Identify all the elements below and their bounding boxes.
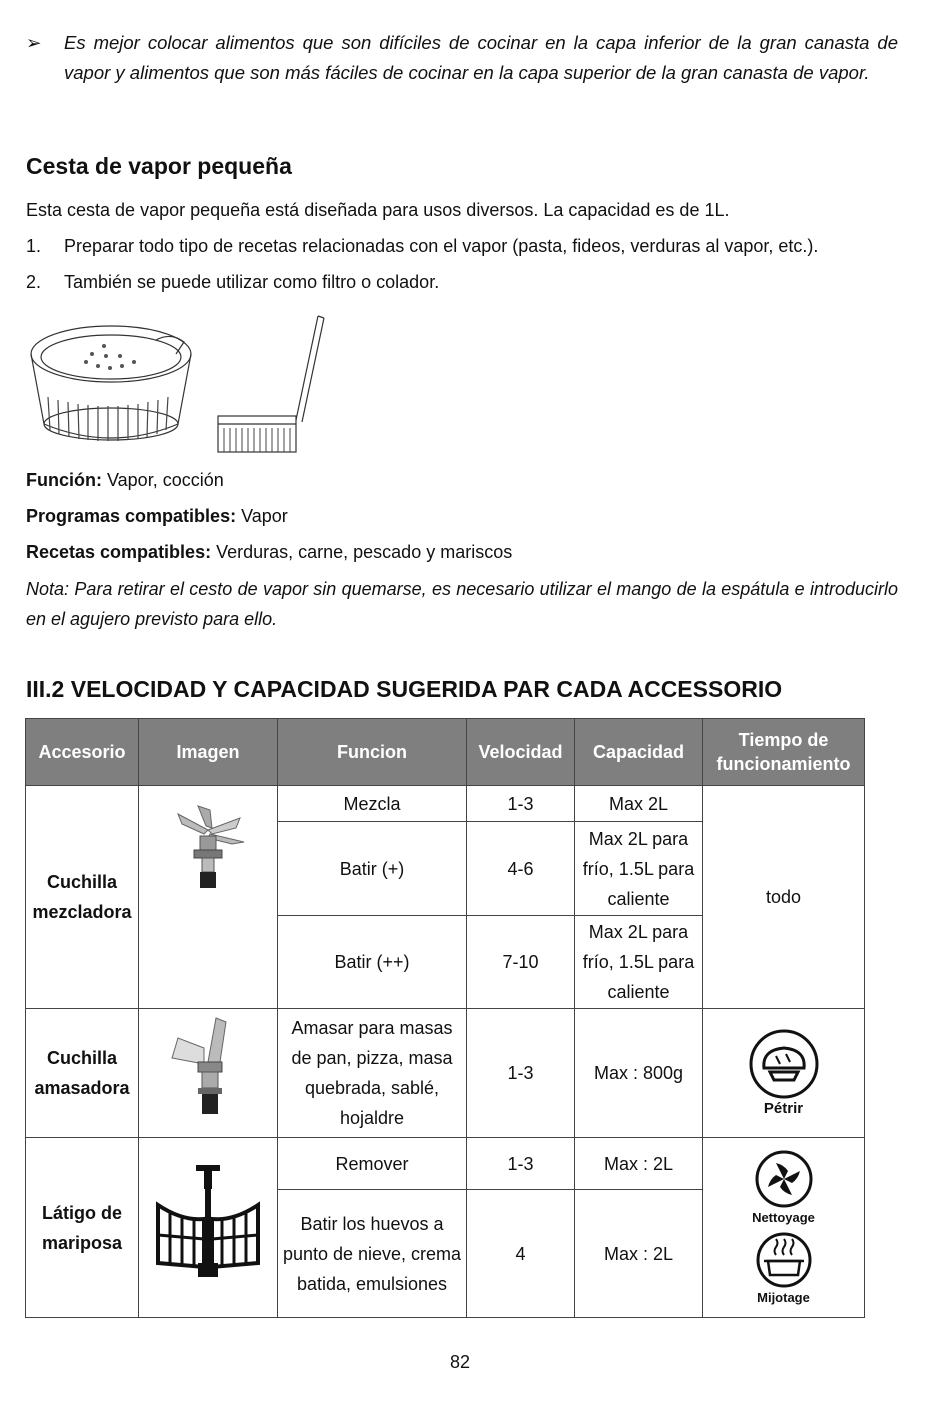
funcion-cell: Mezcla xyxy=(278,786,467,822)
table-row xyxy=(26,1138,865,1190)
butterfly-whisk-image xyxy=(139,1138,278,1318)
page-number: 82 xyxy=(449,1352,471,1372)
velocidad-cell: 1-3 xyxy=(467,1009,575,1138)
header-imagen: Imagen xyxy=(139,719,278,786)
bread-icon xyxy=(748,1028,820,1100)
capacidad-cell: Max : 2L xyxy=(575,1138,703,1190)
capacidad-cell: Max 2L para frío, 1.5L para caliente xyxy=(575,822,703,916)
mixing-blade-image xyxy=(139,786,278,1009)
table-row xyxy=(26,1009,865,1138)
kneading-blade-image xyxy=(139,1009,278,1138)
header-tiempo: Tiempo de funcionamiento xyxy=(703,719,865,786)
accessory-name: Cuchilla amasadora xyxy=(26,1009,139,1138)
mijotage-icon xyxy=(754,1231,814,1289)
velocidad-cell: 4 xyxy=(467,1190,575,1318)
header-accesorio: Accesorio xyxy=(26,719,139,786)
accessory-name: Cuchilla mezcladora xyxy=(26,786,139,1009)
recetas-value: Verduras, carne, pescado y mariscos xyxy=(211,542,513,562)
accessory-table xyxy=(25,718,865,1318)
capacidad-cell: Max 2L xyxy=(575,786,703,822)
nettoyage-icon xyxy=(754,1149,814,1209)
list-item xyxy=(26,270,439,294)
steam-basket-illustration xyxy=(26,312,346,462)
velocidad-cell: 1-3 xyxy=(467,786,575,822)
programas-label: Programas compatibles: xyxy=(26,506,237,526)
petrir-label: Pétrir xyxy=(763,1100,804,1117)
list-number: 1. xyxy=(26,236,42,256)
nettoyage-label: Nettoyage xyxy=(752,1209,815,1225)
mixing-blade-icon xyxy=(158,800,258,900)
programas-line xyxy=(26,504,288,528)
header-capacidad: Capacidad xyxy=(575,719,703,786)
section-title: Cesta de vapor pequeña xyxy=(26,153,292,179)
accessory-name: Látigo de mariposa xyxy=(26,1138,139,1318)
capacidad-cell: Max : 2L xyxy=(575,1190,703,1318)
tiempo-cell: todo xyxy=(703,786,865,1009)
butterfly-whisk-icon xyxy=(152,1163,264,1283)
intro-bullet xyxy=(26,28,898,88)
program-cell xyxy=(703,1138,865,1318)
list-item xyxy=(26,234,818,258)
funcion-label: Función: xyxy=(26,470,102,490)
header-velocidad: Velocidad xyxy=(467,719,575,786)
funcion-cell: Remover xyxy=(278,1138,467,1190)
funcion-cell: Batir los huevos a punto de nieve, crema batida, emulsiones xyxy=(278,1190,467,1318)
list-text: También se puede utilizar como filtro o colador. xyxy=(64,272,440,292)
velocidad-cell: 7-10 xyxy=(467,916,575,1009)
recetas-line xyxy=(26,540,512,564)
note-text: Nota: Para retirar el cesto de vapor sin quemarse, es necesario utilizar el mango de la espátula e introducirlo en el agujero previsto para ello. xyxy=(26,579,898,629)
kneading-blade-icon xyxy=(158,1014,258,1124)
funcion-cell: Batir (+) xyxy=(278,822,467,916)
programas-value: Vapor xyxy=(236,506,288,526)
program-cell xyxy=(703,1009,865,1138)
section-description: Esta cesta de vapor pequeña está diseñada para usos diversos. La capacidad es de 1L. xyxy=(26,200,730,220)
mijotage-label: Mijotage xyxy=(757,1289,810,1305)
capacidad-cell: Max : 800g xyxy=(575,1009,703,1138)
funcion-line xyxy=(26,468,224,492)
velocidad-cell: 4-6 xyxy=(467,822,575,916)
table-header-row xyxy=(26,719,865,786)
arrow-bullet-icon: ➢ xyxy=(26,32,42,53)
header-funcion: Funcion xyxy=(278,719,467,786)
capacidad-cell: Max 2L para frío, 1.5L para caliente xyxy=(575,916,703,1009)
funcion-cell: Batir (++) xyxy=(278,916,467,1009)
list-number: 2. xyxy=(26,272,42,292)
velocidad-cell: 1-3 xyxy=(467,1138,575,1190)
table-section-title: III.2 VELOCIDAD Y CAPACIDAD SUGERIDA PAR CADA ACCESSORIO xyxy=(26,676,783,702)
funcion-value: Vapor, cocción xyxy=(101,470,224,490)
funcion-cell: Amasar para masas de pan, pizza, masa quebrada, sablé, hojaldre xyxy=(278,1009,467,1138)
table-row xyxy=(26,786,865,822)
list-text: Preparar todo tipo de recetas relacionadas con el vapor (pasta, fideos, verduras al vapor, etc.). xyxy=(64,236,819,256)
intro-bullet-text: Es mejor colocar alimentos que son difíciles de cocinar en la capa inferior de la gran canasta de vapor y alimentos que son más fáciles de cocinar en la capa superior de la gran canasta de vapor. xyxy=(64,32,898,83)
recetas-label: Recetas compatibles: xyxy=(26,542,212,562)
